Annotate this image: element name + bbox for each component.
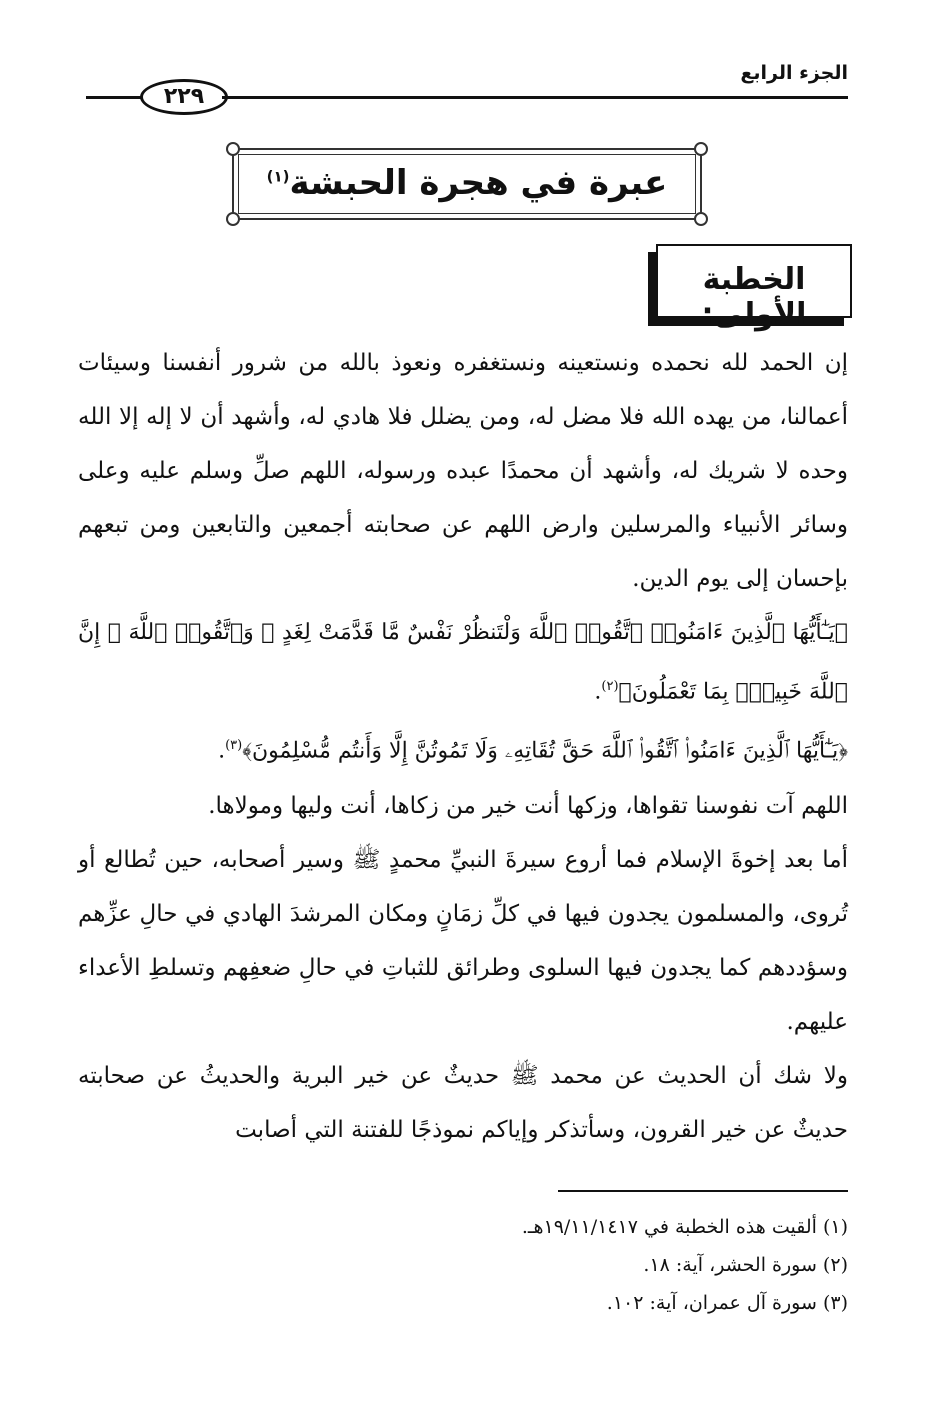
paragraph-hadith: ولا شك أن الحديث عن محمد ﷺ حديثٌ عن خير البرية والحديثُ عن صحابته حديثٌ عن خير القرون، وسأتذكر وإياكم نموذجًا للفتنة التي أصابت	[78, 1062, 848, 1143]
frame-corner-ornament	[226, 142, 240, 156]
paragraph-opening: إن الحمد لله نحمده ونستعينه ونستغفره ونعوذ بالله من شرور أنفسنا وسيئات أعمالنا، من يهده الله فلا مضل له، ومن يضلل فلا هادي له، وأشهد أن لا إله إلا الله وحده لا شريك له، وأشهد أن محمدًا عبده ورسوله، اللهم صلِّ وسلم عليه وعلى وسائر الأنبياء والمرسلين وارض اللهم عن صحابته أجمعين والتابعين ومن تبعهم بإحسان إلى يوم الدين.	[78, 350, 848, 592]
footnote-2: (٢) سورة الحشر، آية: ١٨.	[643, 1254, 848, 1276]
frame-corner-ornament	[694, 212, 708, 226]
chapter-title-text: عبرة في هجرة الحبشة	[289, 163, 668, 203]
footnote-ref: (١)	[266, 167, 290, 186]
section-heading: الخطبة الأولى:	[701, 262, 807, 332]
body-text	[78, 336, 848, 1157]
footnote-ref: (٣)	[225, 738, 243, 754]
running-head: الجزء الرابع	[740, 62, 848, 84]
header-rule-right	[222, 96, 848, 99]
paragraph-dua: اللهم آت نفوسنا تقواها، وزكها أنت خير من زكاها، أنت وليها ومولاها.	[208, 792, 848, 819]
verse-period: .	[594, 679, 602, 705]
chapter-title-frame	[232, 148, 702, 220]
footnote-rule	[558, 1190, 848, 1192]
footnote-3: (٣) سورة آل عمران، آية: ١٠٢.	[606, 1292, 848, 1314]
quran-verse-imran	[78, 719, 848, 778]
verse-text: ﴿يَـٰٓأَيُّهَا ٱلَّذِينَ ءَامَنُوا۟ ٱتَّقُوا۟ ٱللَّهَ وَلْتَنظُرْ نَفْسٌ مَّا قَدَّمَتْ لِغَدٍ ۖ وَٱتَّقُوا۟ ٱللَّهَ ۚ إِنَّ ٱللَّهَ خَبِيرٌۢ بِمَا تَعْمَلُونَ﴾	[78, 620, 848, 705]
footnote-ref: (٢)	[601, 679, 619, 694]
header-rule-left	[86, 96, 142, 99]
page-number: ٢٢٩	[140, 79, 228, 115]
paragraph-amma-bad: أما بعد إخوةَ الإسلام فما أروع سيرةَ النبيِّ محمدٍ ﷺ وسير أصحابه، حين تُطالع أو تُروى، والمسلمون يجدون فيها في كلِّ زمَانٍ ومكان المرشدَ الهادي في حالِ عزِّهم وسؤددهم كما يجدون فيها السلوى وطرائق للثباتِ في حالِ ضعفِهم وتسلطِ الأعداء عليهم.	[78, 846, 848, 1035]
frame-corner-ornament	[226, 212, 240, 226]
verse-text: ﴿يَـٰٓأَيُّهَا ٱلَّذِينَ ءَامَنُوا۟ ٱتَّقُوا۟ ٱللَّهَ حَقَّ تُقَاتِهِۦ وَلَا تَمُوتُنَّ إِلَّا وَأَنتُم مُّسْلِمُونَ﴾	[242, 738, 848, 764]
footnotes	[78, 1208, 848, 1322]
section-heading-box	[656, 244, 852, 332]
chapter-title	[234, 163, 700, 203]
footnote-1: (١) ألقيت هذه الخطبة في ١٩/١١/١٤١٧هـ.	[521, 1216, 848, 1238]
verse-period: .	[218, 738, 226, 764]
quran-verse-hashr	[78, 606, 848, 719]
frame-corner-ornament	[694, 142, 708, 156]
